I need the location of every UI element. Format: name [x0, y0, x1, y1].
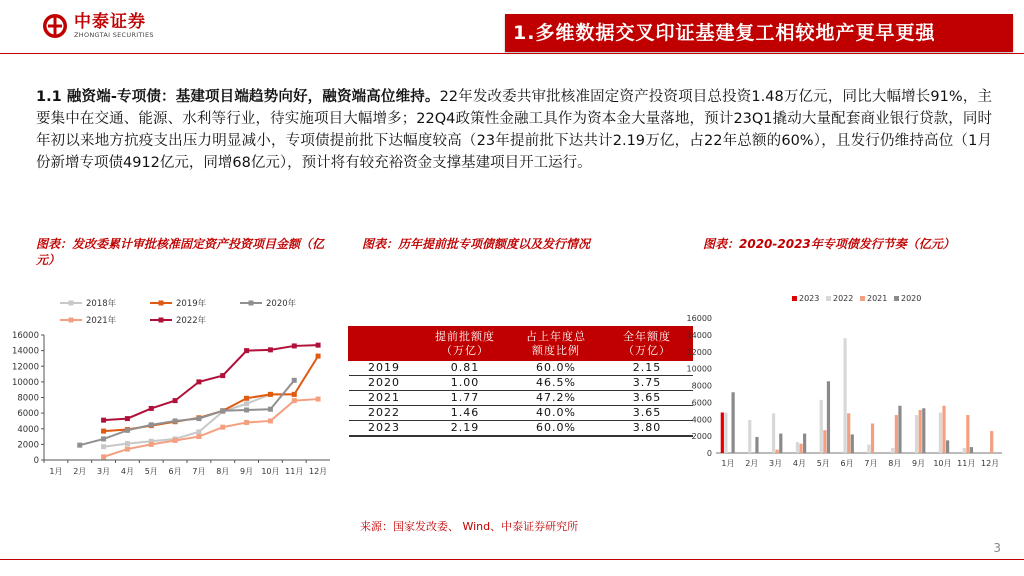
- legend-marker: [69, 318, 74, 323]
- x-tick-label: 3月: [769, 459, 783, 468]
- bar-2021: [895, 415, 898, 453]
- x-tick-label: 5月: [816, 459, 830, 468]
- line-point: [316, 343, 321, 348]
- body-paragraph: [36, 86, 992, 174]
- bar-2020: [827, 381, 830, 453]
- caption-table-quota: 图表：历年提前批专项债额度以及发行情况: [362, 237, 591, 251]
- legend-marker: [159, 301, 164, 306]
- line-point: [101, 454, 106, 459]
- table-header-blank: [349, 327, 420, 361]
- y-tick-label: 10000: [11, 377, 39, 388]
- table-cell: 2021: [349, 391, 420, 406]
- table-row: [349, 406, 693, 421]
- legend-label: 2022: [833, 294, 854, 303]
- bar-2021: [799, 444, 802, 453]
- bar-2020: [779, 434, 782, 453]
- line-point: [268, 418, 273, 423]
- source-note: 来源：国家发改委、 Wind、中泰证券研究所: [360, 520, 579, 533]
- table-header-line: 提前批额度: [435, 329, 495, 343]
- table-cell: 3.80: [602, 421, 693, 437]
- table-cell: 1.46: [420, 406, 511, 421]
- x-tick-label: 12月: [980, 459, 1000, 468]
- legend-label: 2020: [901, 294, 922, 303]
- line-point: [173, 418, 178, 423]
- bar-2022: [772, 413, 775, 453]
- bar-2021: [847, 413, 850, 453]
- y-tick-label: 8000: [691, 381, 712, 391]
- logo-name-en: ZHONGTAI SECURITIES: [74, 31, 154, 39]
- bar-2021: [966, 415, 969, 453]
- table-cell: 46.5%: [511, 376, 602, 391]
- bar-2020: [755, 437, 758, 453]
- legend-marker: [69, 301, 74, 306]
- line-point: [292, 398, 297, 403]
- line-point: [268, 347, 273, 352]
- table-row: [349, 391, 693, 406]
- table-header-line: 额度比例: [532, 343, 580, 357]
- y-tick-label: 6000: [17, 409, 39, 420]
- x-tick-label: 2月: [745, 459, 759, 468]
- line-point: [316, 397, 321, 402]
- table-cell: 47.2%: [511, 391, 602, 406]
- y-tick-label: 14000: [11, 346, 39, 357]
- logo-name-cn: 中泰证券: [74, 12, 146, 32]
- table-header-cell: [602, 327, 693, 361]
- bar-2022: [843, 338, 846, 453]
- y-tick-label: 10000: [686, 364, 712, 374]
- bar-2021: [990, 431, 993, 453]
- table-cell: 3.75: [602, 376, 693, 391]
- line-point: [220, 425, 225, 430]
- line-point: [196, 434, 201, 439]
- bar-2020: [946, 440, 949, 453]
- x-tick-label: 4月: [792, 459, 806, 468]
- legend-label: 2020年: [266, 299, 297, 309]
- table-cell: 2.15: [602, 361, 693, 376]
- table-cell: 1.77: [420, 391, 511, 406]
- bar-2021: [919, 410, 922, 453]
- caption-chart-issuance: 图表：2020-2023年专项债发行节奏（亿元）: [703, 237, 955, 251]
- table-header-cell: [420, 327, 511, 361]
- line-point: [220, 408, 225, 413]
- legend-marker: [159, 318, 164, 323]
- bar-2021: [942, 406, 945, 453]
- table-cell: 2019: [349, 361, 420, 376]
- paragraph-body: 22年发改委共审批核准固定资产投资项目总投资1.48万亿元，同比大幅增长91%，主要集中在交通、能源、水利等行业，待实施项目大幅增多；22Q4政策性金融工具作为资本金大量落地，预计23Q1撬动大量配套商业银行贷款，同时年初以来地方抗疫支出压力明显减小，专项债提前批下达幅度较高（23年提前批下达共计2.19万亿，占22年总额的60%），且发行仍维持高位（1月份新增专项债4912亿元，同增68亿元），预计将有较充裕资金支撑基建项目开工运行。: [36, 89, 992, 171]
- table-header-line: （万亿）: [623, 343, 671, 357]
- line-point: [244, 420, 249, 425]
- x-tick-label: 8月: [216, 467, 230, 476]
- y-tick-label: 0: [33, 456, 39, 466]
- line-series-2019年: [104, 356, 319, 431]
- x-tick-label: 1月: [49, 467, 63, 476]
- y-tick-label: 16000: [11, 331, 39, 341]
- line-point: [292, 392, 297, 397]
- bar-2022: [891, 448, 894, 453]
- bar-2020: [732, 392, 735, 453]
- bar-2022: [939, 413, 942, 454]
- line-point: [244, 408, 249, 413]
- x-tick-label: 1月: [721, 459, 735, 468]
- table-cell: 60.0%: [511, 421, 602, 437]
- line-point: [244, 396, 249, 401]
- line-point: [101, 429, 106, 434]
- line-point: [316, 354, 321, 359]
- x-tick-label: 3月: [97, 467, 111, 476]
- line-point: [292, 343, 297, 348]
- line-point: [101, 418, 106, 423]
- bar-2022: [796, 442, 799, 453]
- line-point: [173, 398, 178, 403]
- legend-swatch: [826, 296, 831, 301]
- bar-2020: [803, 434, 806, 453]
- line-point: [268, 392, 273, 397]
- line-point: [101, 436, 106, 441]
- x-tick-label: 12月: [308, 467, 328, 476]
- bar-2020: [851, 434, 854, 453]
- line-point: [196, 379, 201, 384]
- line-point: [101, 444, 106, 449]
- x-tick-label: 10月: [933, 459, 952, 468]
- x-tick-label: 6月: [168, 467, 182, 476]
- bar-2021: [871, 423, 874, 453]
- x-tick-label: 8月: [888, 459, 902, 468]
- line-point: [149, 406, 154, 411]
- x-tick-label: 2月: [73, 467, 87, 476]
- table-header-row: [349, 327, 693, 361]
- line-point: [244, 348, 249, 353]
- y-tick-label: 2000: [691, 432, 712, 442]
- approval-line-chart: [0, 290, 345, 490]
- paragraph-lead: 1.1 融资端-专项债：基建项目端趋势向好，融资端高位维持。: [36, 89, 440, 105]
- legend-marker: [249, 301, 254, 306]
- y-tick-label: 16000: [686, 314, 712, 323]
- x-tick-label: 7月: [192, 467, 206, 476]
- x-tick-label: 6月: [840, 459, 854, 468]
- x-tick-label: 9月: [240, 467, 254, 476]
- x-tick-label: 11月: [285, 467, 304, 476]
- table-cell: 3.65: [602, 406, 693, 421]
- page-number: 3: [993, 541, 1001, 555]
- legend-swatch: [860, 296, 865, 301]
- legend-label: 2021年: [86, 316, 117, 326]
- x-tick-label: 9月: [912, 459, 926, 468]
- x-tick-label: 11月: [957, 459, 976, 468]
- bar-2020: [898, 406, 901, 453]
- bar-2022: [724, 413, 727, 454]
- line-point: [125, 447, 130, 452]
- y-tick-label: 12000: [686, 347, 712, 357]
- caption-chart-approvals: 图表：发改委累计审批核准固定资产投资项目金额（亿元）: [36, 237, 325, 267]
- table-cell: 2.19: [420, 421, 511, 437]
- bar-2020: [970, 447, 973, 453]
- bar-2022: [915, 415, 918, 453]
- x-tick-label: 7月: [864, 459, 878, 468]
- zhongtai-logo-icon: [42, 13, 68, 39]
- y-tick-label: 6000: [691, 398, 712, 408]
- legend-label: 2023: [799, 294, 820, 303]
- table-header-line: 全年额度: [623, 329, 671, 343]
- legend-label: 2021: [867, 294, 888, 303]
- bar-2022: [963, 448, 966, 453]
- legend-label: 2018年: [86, 299, 117, 309]
- table-cell: 2023: [349, 421, 420, 437]
- table-header-line: （万亿）: [441, 343, 489, 357]
- bar-2023: [721, 413, 724, 454]
- table-cell: 0.81: [420, 361, 511, 376]
- line-point: [77, 443, 82, 448]
- y-tick-label: 4000: [691, 415, 712, 425]
- line-point: [125, 428, 130, 433]
- line-point: [196, 429, 201, 434]
- table-header-cell: [511, 327, 602, 361]
- line-point: [196, 416, 201, 421]
- line-point: [125, 416, 130, 421]
- table-body: [349, 361, 693, 437]
- x-tick-label: 10月: [261, 467, 280, 476]
- line-point: [125, 441, 130, 446]
- line-point: [268, 407, 273, 412]
- header-divider: [0, 53, 1024, 54]
- line-point: [149, 442, 154, 447]
- footer-divider: [0, 559, 1024, 560]
- line-point: [173, 438, 178, 443]
- y-tick-label: 4000: [17, 424, 39, 435]
- issuance-bar-chart: [680, 290, 1010, 480]
- table-cell: 3.65: [602, 391, 693, 406]
- line-point: [220, 373, 225, 378]
- table-cell: 60.0%: [511, 361, 602, 376]
- company-logo: [42, 13, 154, 39]
- quota-table: [348, 326, 693, 437]
- bar-2022: [820, 400, 823, 453]
- line-point: [149, 422, 154, 427]
- table-row: [349, 421, 693, 437]
- table-cell: 1.00: [420, 376, 511, 391]
- y-tick-label: 2000: [17, 440, 39, 451]
- table-cell: 2022: [349, 406, 420, 421]
- legend-label: 2019年: [176, 299, 207, 309]
- table-header-line: 占上年度总: [526, 329, 586, 343]
- legend-label: 2022年: [176, 316, 207, 326]
- legend-swatch: [894, 296, 899, 301]
- y-tick-label: 8000: [17, 393, 39, 404]
- bar-2021: [776, 450, 779, 453]
- line-point: [292, 378, 297, 383]
- x-tick-label: 4月: [120, 467, 134, 476]
- table-cell: 40.0%: [511, 406, 602, 421]
- bar-2022: [748, 420, 751, 453]
- page-title: 1.多维数据交叉印证基建复工相较地产更早更强: [505, 14, 1013, 52]
- y-tick-label: 0: [706, 449, 712, 458]
- bar-2022: [867, 445, 870, 453]
- legend-swatch: [792, 296, 797, 301]
- bar-2020: [922, 408, 925, 453]
- table-cell: 2020: [349, 376, 420, 391]
- table-row: [349, 376, 693, 391]
- bar-2021: [823, 430, 826, 453]
- y-tick-label: 12000: [11, 362, 39, 373]
- x-tick-label: 5月: [144, 467, 158, 476]
- table-row: [349, 361, 693, 376]
- y-tick-label: 14000: [686, 330, 712, 340]
- line-point: [244, 401, 249, 406]
